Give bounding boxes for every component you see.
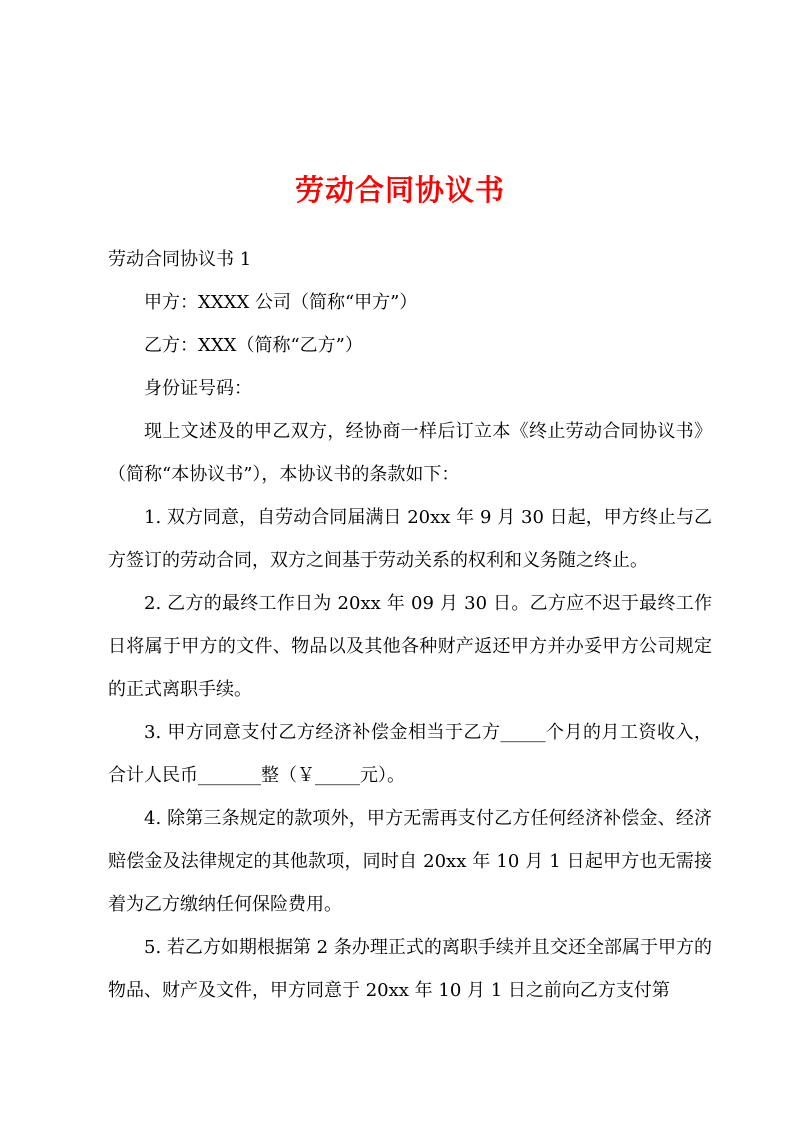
party-b-line: 乙方：XXX（简称“乙方”）	[144, 335, 363, 356]
clause-4: 4. 除第三条规定的款项外，甲方无需再支付乙方任何经济补偿金、经济赔偿金及法律规定的其他款项，同时自 20xx 年 10 月 1 日起甲方也无需接着为乙方缴纳任何保险费用。	[108, 808, 712, 915]
document-title: 劳动合同协议书	[294, 173, 505, 207]
section-heading: 劳动合同协议书 1	[108, 249, 252, 270]
clause-3: 3. 甲方同意支付乙方经济补偿金相当于乙方_____个月的月工资收入，合计人民币_______整（￥_____元）。	[108, 722, 712, 786]
clause-5: 5. 若乙方如期根据第 2 条办理正式的离职手续并且交还全部属于甲方的物品、财产及文件，甲方同意于 20xx 年 10 月 1 日之前向乙方支付第	[108, 937, 712, 1001]
clause-2: 2. 乙方的最终工作日为 20xx 年 09 月 30 日。乙方应不迟于最终工作日将属于甲方的文件、物品以及其他各种财产返还甲方并办妥甲方公司规定的正式离职手续。	[108, 593, 712, 700]
id-number-line: 身份证号码：	[144, 378, 252, 399]
document-body	[108, 238, 712, 1012]
clause-1: 1. 双方同意，自劳动合同届满日 20xx 年 9 月 30 日起，甲方终止与乙方签订的劳动合同，双方之间基于劳动关系的权利和义务随之终止。	[108, 507, 712, 571]
party-a-line: 甲方：XXXX 公司（简称“甲方”）	[144, 292, 418, 313]
preamble-paragraph: 现上文述及的甲乙双方，经协商一样后订立本《终止劳动合同协议书》（简称“本协议书”），本协议书的条款如下：	[108, 421, 712, 485]
